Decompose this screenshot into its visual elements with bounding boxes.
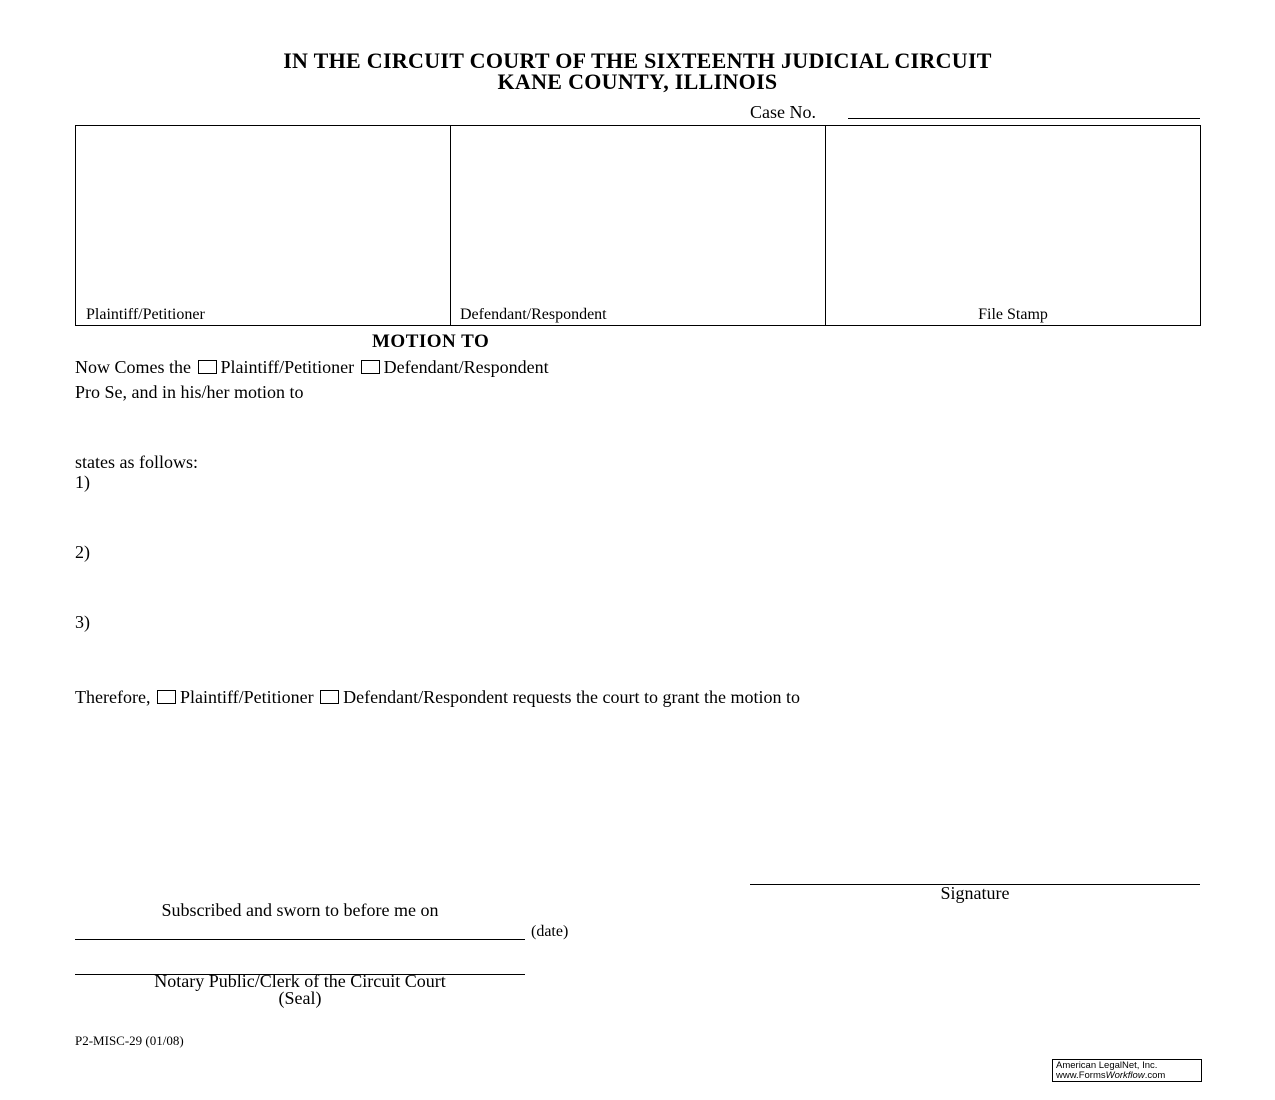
pro-se-text: Pro Se, and in his/her motion to [75, 382, 304, 402]
date-field[interactable] [75, 939, 525, 940]
caption-divider [825, 125, 826, 325]
motion-heading: MOTION TO [372, 331, 490, 352]
plaintiff-option-label: Plaintiff/Petitioner [220, 357, 355, 377]
case-no-label: Case No. [750, 102, 816, 122]
now-comes-prefix: Now Comes the [75, 357, 191, 377]
case-no-field[interactable] [848, 118, 1200, 119]
item-number: 3) [75, 612, 90, 632]
therefore-line [75, 687, 800, 707]
defendant-checkbox[interactable] [361, 360, 380, 374]
county-title: KANE COUNTY, ILLINOIS [497, 69, 778, 94]
therefore-plaintiff-checkbox[interactable] [157, 690, 176, 704]
plaintiff-caption-label: Plaintiff/Petitioner [86, 306, 205, 323]
item-number: 2) [75, 542, 90, 562]
now-comes-line [75, 357, 549, 377]
plaintiff-checkbox[interactable] [198, 360, 217, 374]
form-code: P2-MISC-29 (01/08) [75, 1033, 184, 1048]
defendant-caption-label: Defendant/Respondent [460, 306, 607, 323]
sworn-text: Subscribed and sworn to before me on [161, 900, 439, 920]
therefore-prefix: Therefore, [75, 687, 151, 707]
states-text: states as follows: [75, 452, 198, 472]
therefore-defendant-text: Defendant/Respondent requests the court to grant the motion to [343, 687, 800, 707]
seal-label: (Seal) [278, 988, 322, 1008]
notary-label: Notary Public/Clerk of the Circuit Court [154, 971, 446, 991]
file-stamp-label: File Stamp [978, 306, 1048, 323]
therefore-plaintiff-label: Plaintiff/Petitioner [179, 687, 314, 707]
court-title: IN THE CIRCUIT COURT OF THE SIXTEENTH JUDICIAL CIRCUIT [283, 48, 992, 73]
date-label: (date) [531, 923, 569, 940]
vendor-stamp [1052, 1059, 1202, 1082]
signature-label: Signature [940, 883, 1010, 903]
caption-box [75, 125, 1201, 326]
caption-divider [450, 125, 451, 325]
therefore-defendant-checkbox[interactable] [320, 690, 339, 704]
vendor-url: www.FormsWorkflow.com [1056, 1070, 1166, 1081]
item-number: 1) [75, 472, 90, 492]
defendant-option-label: Defendant/Respondent [383, 357, 549, 377]
vendor-name: American LegalNet, Inc. [1056, 1060, 1158, 1071]
